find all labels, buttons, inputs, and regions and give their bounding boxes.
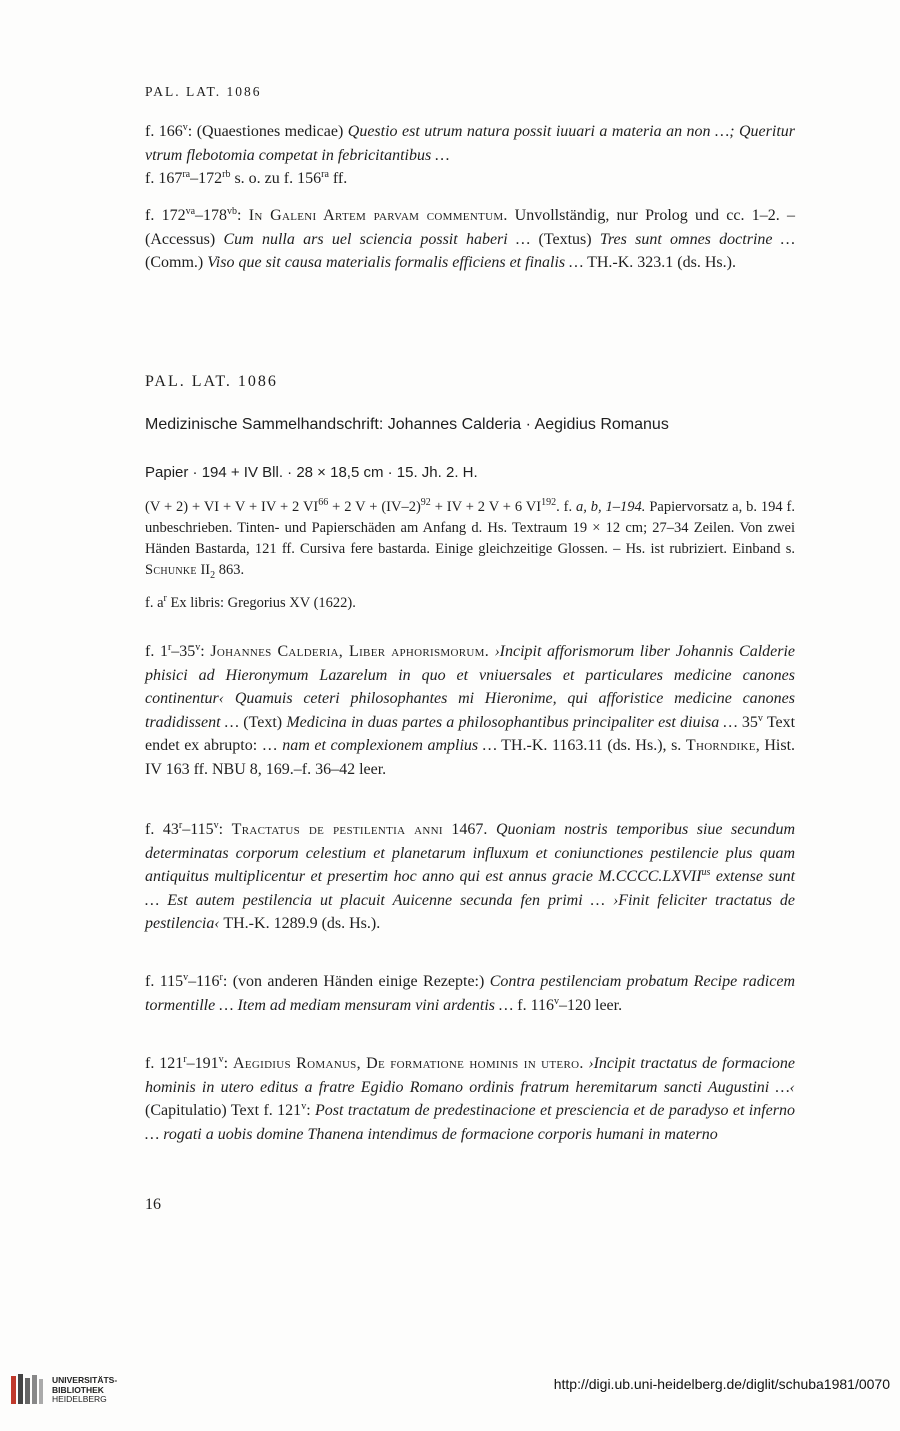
entry-f43r: f. 43$^r$–115$^v$: Tractatus de pestilentia anni 1467. Quoniam nostris temporibus siue secundum determinatas corporum celestium et planetarum influxum et coniunctiones pestilencie plus quam antiquitus multiplicentur et presertim hoc anno qui est annus gracie $M.CCCC.LXVII^{us}$ extense sunt … Est autem pestilencia ut placuit Auicenne secunda fen primi … ›Finit feliciter tractatus de pestilencia‹ TH.-K. 1289.9 (ds. Hs.). bbox=[145, 820, 796, 932]
ex-libris: f. $a^r$ Ex libris: Gregorius XV (1622). bbox=[145, 593, 356, 611]
manuscript-subtitle: Medizinische Sammelhandschrift: Johannes Calderia · Aegidius Romanus bbox=[145, 416, 669, 433]
digitization-footer bbox=[0, 1362, 900, 1422]
entry-f166v: f. 166$^v$: (Quaestiones medicae) Questio est utrum natura possit iuuari a materia an non …; Queritur vtrum flebotomia competat in febricitantibus … f. $167^{ra}-172^{rb}$ s. o. zu f. $156^{ra}$ ff. bbox=[145, 122, 796, 187]
collation-description: (V + 2) + VI + V + IV + 2 $VI^{66} + 2$ $V + (IV-2)^{92}$ + IV + 2 V + 6 VI$^{192}$. f. a, b, 1–194. Papiervorsatz a, b. 194 f. unbeschrieben. Tinten- und Papierschäden am Anfang d. Hs. Textraum 19 × 12 cm; 27–34 Zeilen. Von zwei Händen Bastarda, 121 ff. Cursiva fere bastarda. Einige gleichzeitige Glossen. – Hs. ist rubriziert. Einband s. Schunke $II_2$ 863. bbox=[145, 497, 795, 581]
section-title: PAL. LAT. 1086 bbox=[145, 373, 278, 390]
running-header: PAL. LAT. 1086 bbox=[145, 84, 262, 99]
entry-f121r: f. 121$^r$–191$^v$: Aegidius Romanus, De formatione hominis in utero. ›Incipit tractatus de formacione hominis in utero editus a fratre Egidio Romano ordinis fratrum heremitarum sancti Augustini …‹ (Capitulatio) Text f. 121$^v$: Post tractatum de predestinacione et presciencia et de paradyso et inferno … rogati a uobis domine Thanena intendimus de formacione corporis humani in materno bbox=[145, 1054, 796, 1143]
entry-f1r: f. 1$^r$–35$^v$: Johannes Calderia, Liber aphorismorum. ›Incipit afforismorum liber Johannis Calderie phisici ad Hieronymum Lazarelum in quo et vniuersales et particulares medicine canones continentur‹ Quamuis ceteri philosophantes mi Hieronime, qui afforistice medicine canones tradidissent … (Text) Medicina in duas partes a philosophantibus principaliter est diuisa … 35$^v$ Text endet ex abrupto: … nam et complexionem amplius … TH.-K. 1163.11 (ds. Hs.), s. Thorndike, Hist. IV 163 ff. NBU 8, 169.–f. 36–42 leer. bbox=[145, 642, 796, 778]
source-url[interactable]: http://digi.ub.uni-heidelberg.de/diglit/schuba1981/0070 bbox=[553, 1376, 890, 1392]
library-name: UNIVERSITÄTS- BIBLIOTHEK HEIDELBERG bbox=[52, 1375, 118, 1404]
entry-f115v: f. 115$^v$–116$^r$: (von anderen Händen einige Rezepte:) Contra pestilenciam probatum Recipe radicem tormentille … Item ad mediam mensuram vini ardentis … f. 116$^v$–120 leer. bbox=[145, 972, 796, 1014]
entry-f172va: f. $172^{va}-178^{vb}$: In Galeni Artem parvam commentum. Unvollständig, nur Prolog und cc. 1–2. – (Accessus) Cum nulla ars uel sciencia possit haberi … (Textus) Tres sunt omnes doctrine … (Comm.) Viso que sit causa materialis formalis efficiens et finalis … TH.-K. 323.1 (ds. Hs.). bbox=[145, 206, 795, 271]
library-logo-icon bbox=[8, 1370, 46, 1408]
codicology-summary: Papier · 194 + IV Bll. · 28 × 18,5 cm · 15. Jh. 2. H. bbox=[145, 464, 478, 481]
page-number: 16 bbox=[145, 1196, 161, 1213]
